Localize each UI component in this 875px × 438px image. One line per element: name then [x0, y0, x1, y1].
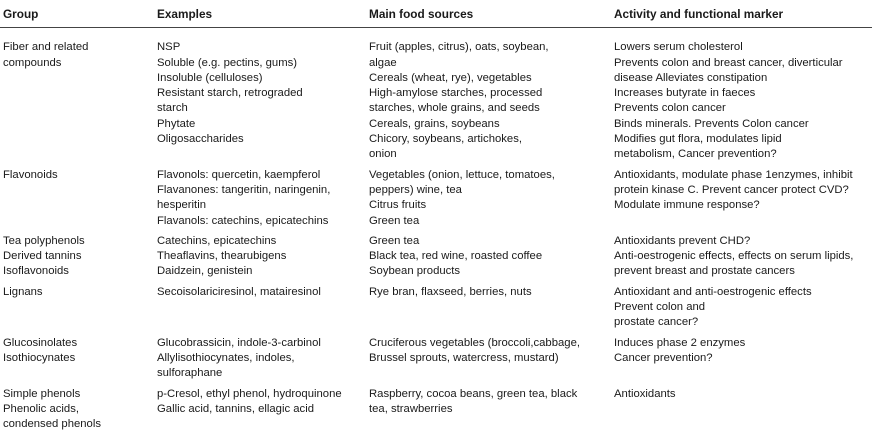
cell-text-line: Isoflavonoids — [3, 265, 69, 278]
cell-text-line: Citrus fruits — [369, 199, 427, 212]
table-row — [0, 387, 872, 438]
table-row — [0, 336, 872, 387]
cell-group — [0, 387, 154, 438]
cell-examples — [154, 387, 366, 438]
cell-food-sources — [366, 336, 611, 387]
cell-text-line: Cereals (wheat, rye), vegetables — [369, 71, 532, 84]
cell-text-line: Isothiocynates — [3, 351, 76, 364]
cell-text-line: Fruit (apples, citrus), oats, soybean, — [369, 41, 549, 54]
cell-text-line: Fiber and related — [3, 41, 89, 54]
functional-compounds-table — [0, 2, 872, 437]
cell-text-line: peppers) wine, tea — [369, 183, 462, 196]
cell-group — [0, 285, 154, 336]
cell-text-line: Raspberry, cocoa beans, green tea, black — [369, 387, 578, 400]
cell-text-line: Antioxidants, modulate phase 1enzymes, inhibit — [614, 168, 853, 181]
table-body — [0, 28, 872, 438]
table-row — [0, 28, 872, 168]
cell-text-line: Flavonoids — [3, 168, 58, 181]
cell-text-line: Antioxidants prevent CHD? — [614, 234, 751, 247]
cell-text-line: Induces phase 2 enzymes — [614, 336, 746, 349]
cell-text-line: Secoisolariciresinol, matairesinol — [157, 285, 321, 298]
cell-text-line: Glucobrassicin, indole-3-carbinol — [157, 336, 321, 349]
cell-text-line: Cruciferous vegetables (broccoli,cabbage, — [369, 336, 580, 349]
cell-text-line: onion — [369, 148, 397, 161]
cell-text-line: Flavanols: catechins, epicatechins — [157, 214, 329, 227]
cell-text-line: Phenolic acids, — [3, 402, 79, 415]
table-row — [0, 168, 872, 234]
cell-text-line: Theaflavins, thearubigens — [157, 250, 287, 263]
cell-food-sources — [366, 285, 611, 336]
cell-text-line: Glucosinolates — [3, 336, 78, 349]
cell-text-line: algae — [369, 56, 397, 69]
cell-text-line: Cereals, grains, soybeans — [369, 117, 500, 130]
cell-text-line: condensed phenols — [3, 418, 101, 431]
cell-text-line: Insoluble (celluloses) — [157, 71, 263, 84]
cell-food-sources — [366, 28, 611, 168]
cell-food-sources — [366, 387, 611, 438]
cell-text-line: High-amylose starches, processed — [369, 87, 543, 100]
cell-group — [0, 28, 154, 168]
table-row — [0, 234, 872, 285]
cell-examples — [154, 28, 366, 168]
cell-text-line: Oligosaccharides — [157, 133, 244, 146]
cell-text-line: Resistant starch, retrograded — [157, 87, 303, 100]
cell-text-line: Increases butyrate in faeces — [614, 87, 756, 100]
cell-text-line: Brussel sprouts, watercress, mustard) — [369, 351, 559, 364]
cell-text-line: Soybean products — [369, 265, 461, 278]
cell-text-line: prostate cancer? — [614, 316, 699, 329]
cell-activity — [611, 387, 872, 438]
cell-text-line: Prevent colon and — [614, 301, 706, 314]
cell-text-line: Antioxidants — [614, 387, 676, 400]
cell-examples — [154, 336, 366, 387]
cell-text-line: Soluble (e.g. pectins, gums) — [157, 56, 298, 69]
cell-text-line: Anti-oestrogenic effects, effects on serum lipids, — [614, 250, 854, 263]
cell-examples — [154, 168, 366, 234]
cell-text-line: Allylisothiocynates, indoles, — [157, 351, 295, 364]
cell-text-line: Simple phenols — [3, 387, 81, 400]
cell-text-line: Prevents colon cancer — [614, 102, 726, 115]
header-examples: Examples — [157, 7, 213, 21]
cell-text-line: Binds minerals. Prevents Colon cancer — [614, 117, 809, 130]
cell-group — [0, 336, 154, 387]
table-row — [0, 285, 872, 336]
cell-group — [0, 168, 154, 234]
cell-text-line: starch — [157, 102, 188, 115]
cell-text-line: Lignans — [3, 285, 43, 298]
header-food-sources: Main food sources — [369, 7, 474, 21]
cell-text-line: Cancer prevention? — [614, 351, 713, 364]
cell-text-line: hesperitin — [157, 199, 206, 212]
cell-examples — [154, 234, 366, 285]
cell-text-line: compounds — [3, 56, 62, 69]
cell-text-line: p-Cresol, ethyl phenol, hydroquinone — [157, 387, 342, 400]
cell-text-line: Antioxidant and anti-oestrogenic effects — [614, 285, 812, 298]
table-header-row — [0, 2, 872, 28]
cell-text-line: Flavanones: tangeritin, naringenin, — [157, 183, 331, 196]
cell-activity — [611, 336, 872, 387]
cell-text-line: Modifies gut flora, modulates lipid — [614, 133, 782, 146]
cell-activity — [611, 285, 872, 336]
cell-text-line: metabolism, Cancer prevention? — [614, 148, 777, 161]
cell-text-line: Rye bran, flaxseed, berries, nuts — [369, 285, 532, 298]
cell-text-line: Black tea, red wine, roasted coffee — [369, 250, 543, 263]
cell-text-line: starches, whole grains, and seeds — [369, 102, 540, 115]
cell-examples — [154, 285, 366, 336]
cell-text-line: Green tea — [369, 214, 420, 227]
cell-text-line: Phytate — [157, 117, 196, 130]
cell-text-line: protein kinase C. Prevent cancer protect CVD? — [614, 183, 849, 196]
cell-text-line: Catechins, epicatechins — [157, 234, 277, 247]
cell-activity — [611, 168, 872, 234]
cell-text-line: Modulate immune response? — [614, 199, 760, 212]
cell-activity — [611, 234, 872, 285]
cell-text-line: Flavonols: quercetin, kaempferol — [157, 168, 321, 181]
cell-group — [0, 234, 154, 285]
cell-text-line: Chicory, soybeans, artichokes, — [369, 133, 522, 146]
header-activity: Activity and functional marker — [614, 7, 784, 21]
cell-text-line: Daidzein, genistein — [157, 265, 253, 278]
cell-text-line: Vegetables (onion, lettuce, tomatoes, — [369, 168, 555, 181]
cell-text-line: disease Alleviates constipation — [614, 71, 768, 84]
cell-text-line: Tea polyphenols — [3, 234, 85, 247]
header-group: Group — [3, 7, 39, 21]
cell-text-line: Gallic acid, tannins, ellagic acid — [157, 402, 314, 415]
cell-text-line: prevent breast and prostate cancers — [614, 265, 795, 278]
cell-text-line: sulforaphane — [157, 367, 223, 380]
cell-text-line: tea, strawberries — [369, 402, 453, 415]
cell-activity — [611, 28, 872, 168]
cell-food-sources — [366, 234, 611, 285]
cell-text-line: NSP — [157, 41, 181, 54]
cell-text-line: Prevents colon and breast cancer, diverticular — [614, 56, 843, 69]
cell-text-line: Green tea — [369, 234, 420, 247]
cell-text-line: Lowers serum cholesterol — [614, 41, 743, 54]
cell-food-sources — [366, 168, 611, 234]
cell-text-line: Derived tannins — [3, 250, 82, 263]
